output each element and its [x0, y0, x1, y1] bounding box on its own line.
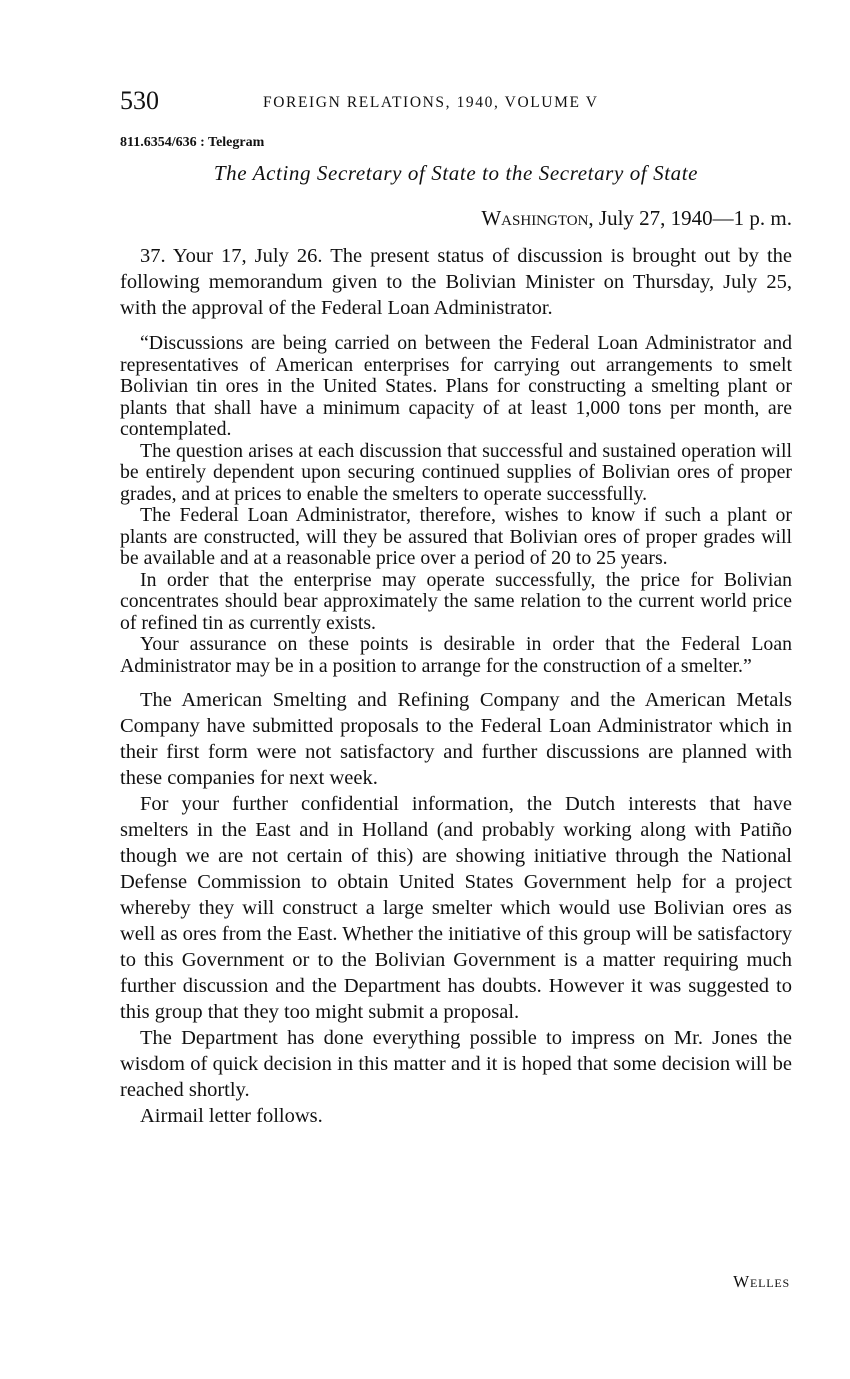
memorandum-paragraph: Your assurance on these points is desirable in order that the Federal Loan Administrator may be in a position to arrange for the construction of a smelter.”	[120, 633, 792, 677]
memorandum-quote	[120, 333, 792, 677]
dateline-place: Washington	[481, 206, 589, 230]
body-paragraph: The American Smelting and Refining Company and the American Metals Company have submitted proposals to the Federal Loan Administrator which in their first form were not satisfactory and further discussions are planned with these companies for next week.	[120, 689, 792, 789]
memorandum-paragraph: “Discussions are being carried on between the Federal Loan Administrator and representatives of American enterprises for carrying out arrangements to smelt Bolivian tin ores in the United States. Plans for constructing a smelting plant or plants that shall have a minimum capacity of at least 1,000 tons per month, are contemplated.	[120, 332, 792, 440]
dateline	[481, 206, 792, 231]
page-header	[120, 86, 792, 120]
body-paragraph: The Department has done everything possible to impress on Mr. Jones the wisdom of quick decision in this matter and it is hoped that some decision will be reached shortly.	[120, 1027, 792, 1101]
page-number: 530	[120, 86, 159, 115]
body-paragraph: Airmail letter follows.	[140, 1105, 323, 1127]
memorandum-paragraph: The question arises at each discussion that successful and sustained operation will be entirely dependent upon securing continued supplies of Bolivian ores of proper grades, and at prices to enable the smelters to operate successfully.	[120, 439, 792, 505]
document-body	[120, 243, 792, 1129]
signature: Welles	[733, 1272, 790, 1291]
closing-section	[120, 687, 792, 1129]
running-title: FOREIGN RELATIONS, 1940, VOLUME V	[263, 94, 599, 111]
body-paragraph: For your further confidential information, the Dutch interests that have smelters in the East and in Holland (and probably working along with Patiño though we are not certain of this) are showing initiative through the National Defense Commission to obtain United States Government help for a project whereby they will construct a large smelter which would use Bolivian ores as well as ores from the East. Whether the initiative of this group will be satisfactory to this Government or to the Bolivian Government is a matter requiring much further discussion and the Department has doubts. However it was suggested to this group that they too might submit a proposal.	[120, 793, 792, 1023]
opening-paragraph: 37. Your 17, July 26. The present status of discussion is brought out by the following memorandum given to the Bolivian Minister on Thursday, July 25, with the approval of the Federal Loan Administrator.	[120, 245, 792, 319]
memorandum-paragraph: The Federal Loan Administrator, therefore, wishes to know if such a plant or plants are constructed, will they be assured that Bolivian ores of proper grades will be available and at a reasonable price over a period of 20 to 25 years.	[120, 504, 792, 569]
memorandum-paragraph: In order that the enterprise may operate successfully, the price for Bolivian concentrates should bear approximately the same relation to the current world price of refined tin as currently exists.	[120, 568, 792, 634]
dateline-date: , July 27, 1940—1 p. m.	[588, 206, 792, 230]
document-title: The Acting Secretary of State to the Secretary of State	[213, 161, 699, 185]
file-reference: 811.6354/636 : Telegram	[120, 135, 265, 150]
